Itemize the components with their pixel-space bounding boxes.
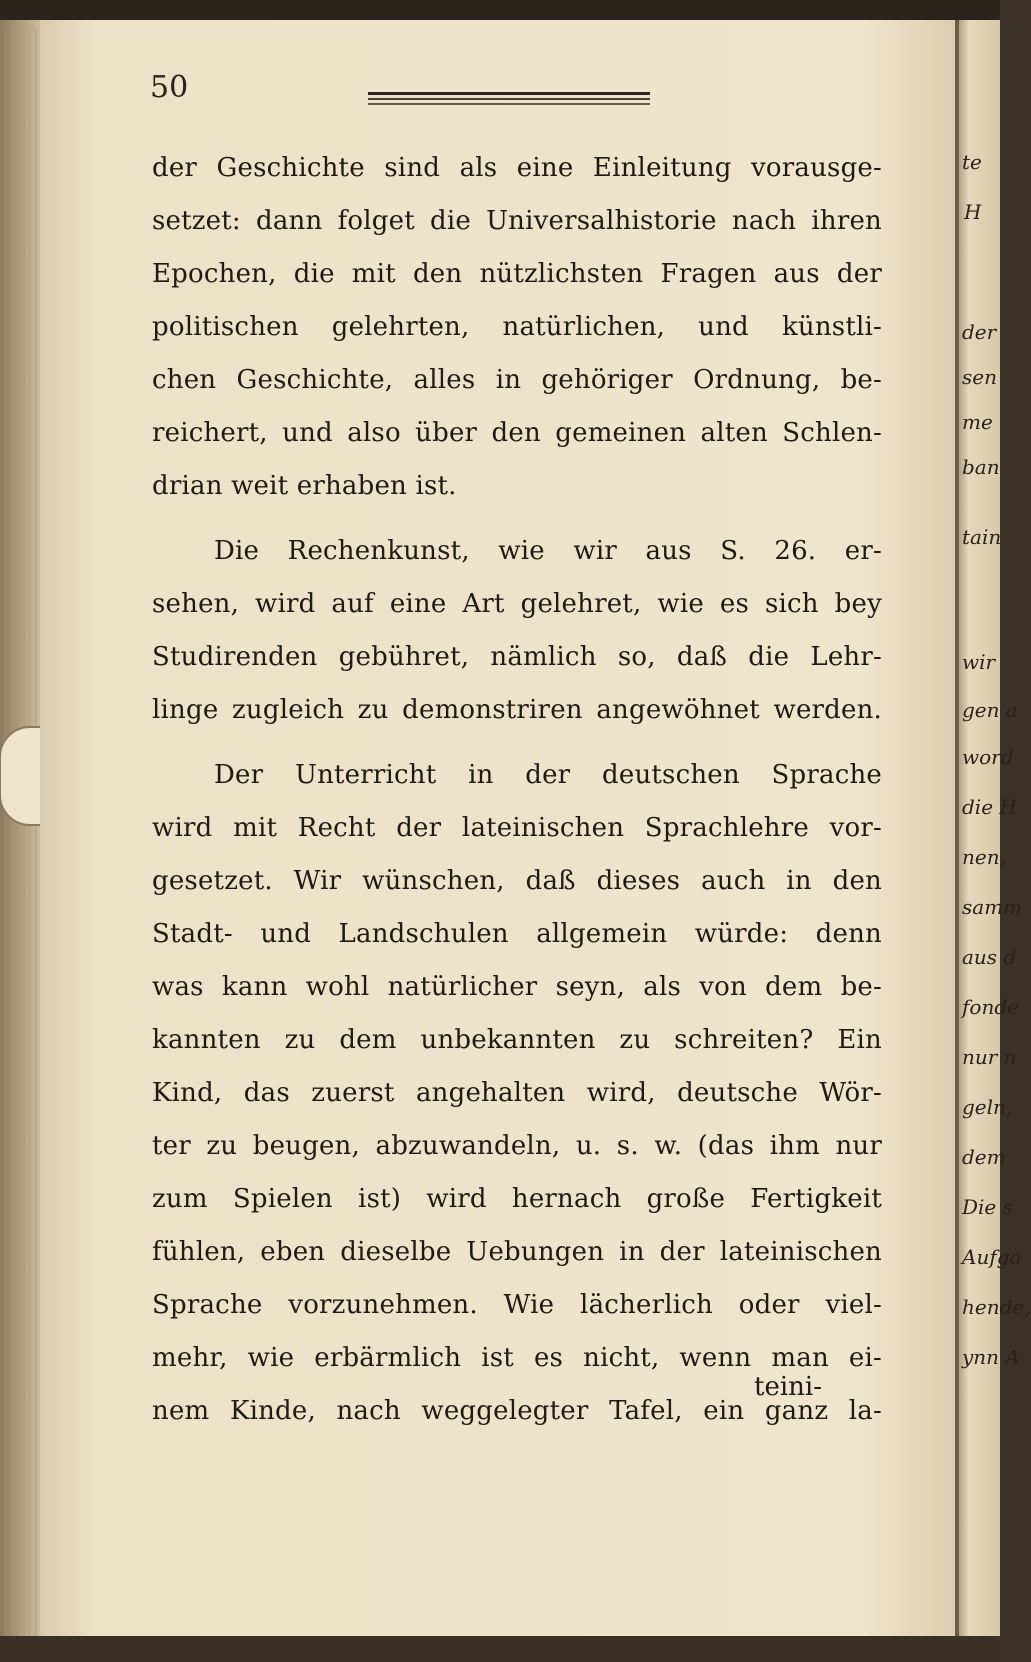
text-line: fühlen, eben dieselbe Uebungen in der lateinischen xyxy=(152,1237,882,1267)
facing-page-fragment: gen a xyxy=(962,698,1018,722)
facing-page-fragment: Aufga xyxy=(962,1245,1022,1269)
page-number: 50 xyxy=(150,70,189,105)
paragraph xyxy=(152,142,882,513)
paragraph xyxy=(152,749,882,1438)
facing-page-fragment: ynn A xyxy=(962,1345,1020,1369)
text-line: Epochen, die mit den nützlichsten Fragen aus der xyxy=(152,259,882,289)
text-line: Studirenden gebühret, nämlich so, daß die Lehr- xyxy=(152,642,882,672)
text-line: ter zu beugen, abzuwandeln, u. s. w. (das ihm nur xyxy=(152,1131,882,1161)
text-line: politischen gelehrten, natürlichen, und künstli- xyxy=(152,312,882,342)
text-line: Stadt- und Landschulen allgemein würde: denn xyxy=(152,919,882,949)
text-line: drian weit erhaben ist. xyxy=(152,471,457,501)
text-line: mehr, wie erbärmlich ist es nicht, wenn man ei- xyxy=(152,1343,882,1373)
text-line: Sprache vorzunehmen. Wie lächerlich oder viel- xyxy=(152,1290,882,1320)
body-text xyxy=(152,142,882,1438)
text-line: chen Geschichte, alles in gehöriger Ordnung, be- xyxy=(152,365,882,395)
text-line: was kann wohl natürlicher seyn, als von dem be- xyxy=(152,972,882,1002)
text-line: setzet: dann folget die Universalhistorie nach ihren xyxy=(152,206,882,236)
facing-page-fragment: word xyxy=(962,745,1014,769)
text-line: kannten zu dem unbekannten zu schreiten? Ein xyxy=(152,1025,882,1055)
facing-page-fragment: hende, xyxy=(962,1295,1031,1319)
text-line: gesetzet. Wir wünschen, daß dieses auch in den xyxy=(152,866,882,896)
facing-page-fragment: wir xyxy=(962,650,996,674)
facing-page-fragment: te xyxy=(962,150,982,174)
facing-page-fragment: nen, xyxy=(962,845,1006,869)
facing-page-fragment: samm xyxy=(962,895,1023,919)
text-line: sehen, wird auf eine Art gelehret, wie es sich bey xyxy=(152,589,882,619)
facing-page-fragment: der xyxy=(962,320,997,344)
text-line: Kind, das zuerst angehalten wird, deutsche Wör- xyxy=(152,1078,882,1108)
facing-page-fragment: dem xyxy=(962,1145,1006,1169)
facing-page-fragment: ban xyxy=(962,455,1000,479)
facing-page-fragment: die H xyxy=(962,795,1017,819)
catchword: teini- xyxy=(754,1372,822,1402)
facing-page-fragment: nur n xyxy=(962,1045,1017,1069)
header-rule xyxy=(368,92,650,106)
facing-page-fragment: geln, xyxy=(962,1095,1013,1119)
text-line: Die Rechenkunst, wie wir aus S. 26. er- xyxy=(214,536,882,566)
text-line: Der Unterricht in der deutschen Sprache xyxy=(214,760,882,790)
facing-page-fragment: Die s xyxy=(962,1195,1013,1219)
text-line: der Geschichte sind als eine Einleitung vorausge- xyxy=(152,153,882,183)
text-line: wird mit Recht der lateinischen Sprachlehre vor- xyxy=(152,813,882,843)
facing-page-fragment: fonde xyxy=(962,995,1019,1019)
text-line: nem Kinde, nach weggelegter Tafel, ein ganz la- xyxy=(152,1396,882,1426)
text-line: reichert, und also über den gemeinen alten Schlen- xyxy=(152,418,882,448)
facing-page-fragment: me xyxy=(962,410,993,434)
text-line: zum Spielen ist) wird hernach große Fertigkeit xyxy=(152,1184,882,1214)
paragraph xyxy=(152,525,882,737)
facing-page-fragment: H xyxy=(964,200,982,224)
facing-page-fragment: aus d xyxy=(962,945,1017,969)
facing-page-fragment: tain xyxy=(962,525,1002,549)
text-line: linge zugleich zu demonstriren angewöhnet werden. xyxy=(152,695,882,725)
facing-page-fragment: sen xyxy=(962,365,997,389)
